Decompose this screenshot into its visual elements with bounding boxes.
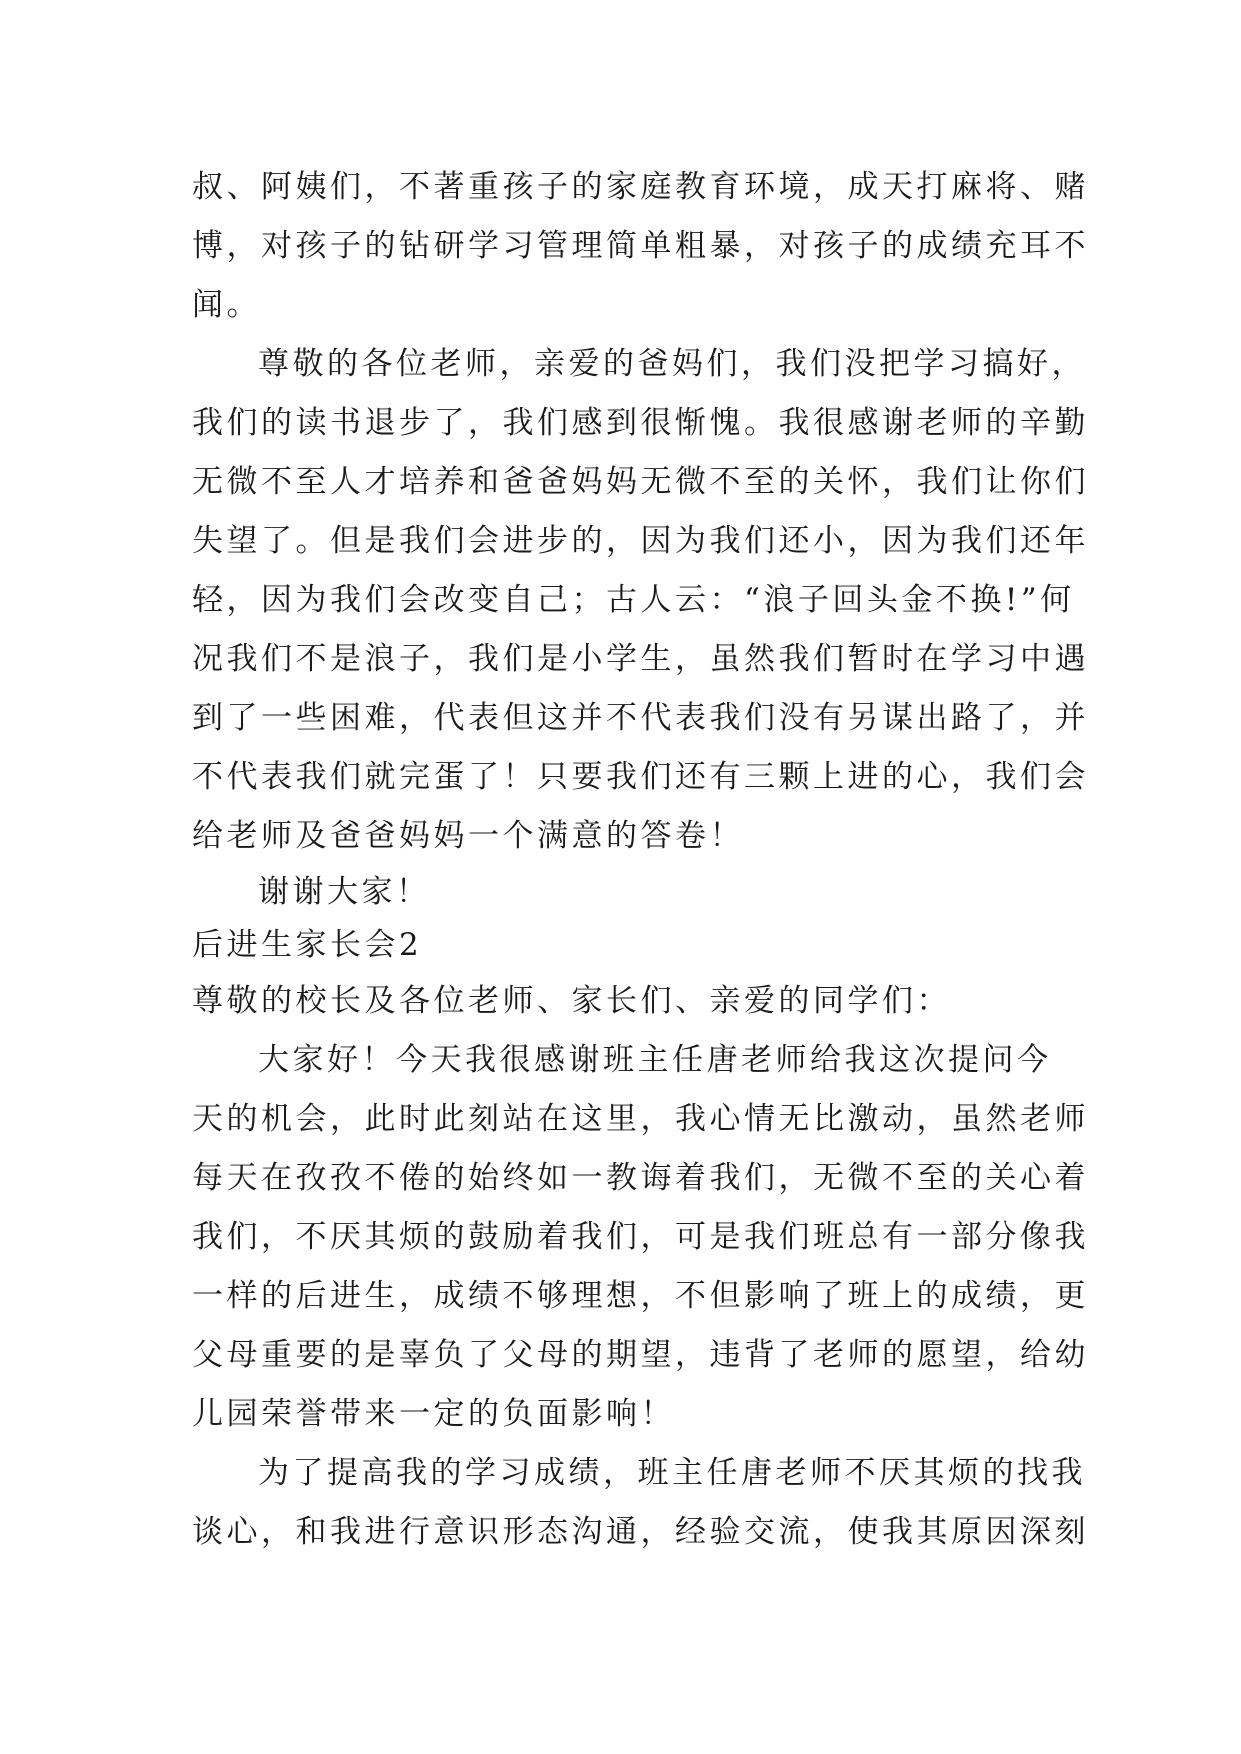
text-line: 父母重要的是辜负了父母的期望，违背了老师的愿望，给幼 [192, 1337, 1089, 1373]
text-line: 到了一些困难，代表但这并不代表我们没有另谋出路了，并 [192, 700, 1089, 736]
text-line: 失望了。但是我们会进步的，因为我们还小，因为我们还年 [192, 523, 1089, 559]
text-line: 儿园荣誉带来一定的负面影响！ [192, 1396, 675, 1432]
text-line: 况我们不是浪子，我们是小学生，虽然我们暂时在学习中遇 [192, 641, 1089, 677]
text-line: 给老师及爸爸妈妈一个满意的答卷！ [192, 818, 744, 854]
text-line: 天的机会，此时此刻站在这里，我心情无比激动，虽然老师 [192, 1101, 1089, 1137]
document-body [192, 158, 1089, 1562]
text-line: 博，对孩子的钻研学习管理简单粗暴，对孩子的成绩充耳不 [192, 228, 1089, 264]
closing-thanks: 谢谢大家！ [258, 874, 431, 910]
paragraph-start-line: 为了提高我的学习成绩，班主任唐老师不厌其烦的找我 [258, 1455, 1086, 1491]
text-line: 闻。 [192, 287, 261, 323]
paragraph-start-line: 大家好！今天我很感谢班主任唐老师给我这次提问今 [258, 1042, 1052, 1078]
text-line: 不代表我们就完蛋了！只要我们还有三颗上进的心，我们会 [192, 759, 1089, 795]
text-line: 一样的后进生，成绩不够理想，不但影响了班上的成绩，更 [192, 1278, 1089, 1314]
text-line: 我们的读书退步了，我们感到很惭愧。我很感谢老师的辛勤 [192, 405, 1089, 441]
text-line: 无微不至人才培养和爸爸妈妈无微不至的关怀，我们让你们 [192, 464, 1089, 500]
paragraph-start-line: 尊敬的各位老师，亲爱的爸妈们，我们没把学习搞好， [258, 346, 1086, 382]
text-line: 我们，不厌其烦的鼓励着我们，可是我们班总有一部分像我 [192, 1219, 1089, 1255]
text-line: 轻，因为我们会改变自己；古人云：“浪子回头金不换!”何 [192, 582, 1075, 618]
text-line: 叔、阿姨们，不著重孩子的家庭教育环境，成天打麻将、赌 [192, 169, 1089, 205]
text-line: 每天在孜孜不倦的始终如一教诲着我们，无微不至的关心着 [192, 1160, 1089, 1196]
text-line: 谈心，和我进行意识形态沟通，经验交流，使我其原因深刻 [192, 1514, 1089, 1550]
salutation: 尊敬的校长及各位老师、家长们、亲爱的同学们： [192, 983, 951, 1019]
section-title: 后进生家长会2 [192, 927, 423, 963]
